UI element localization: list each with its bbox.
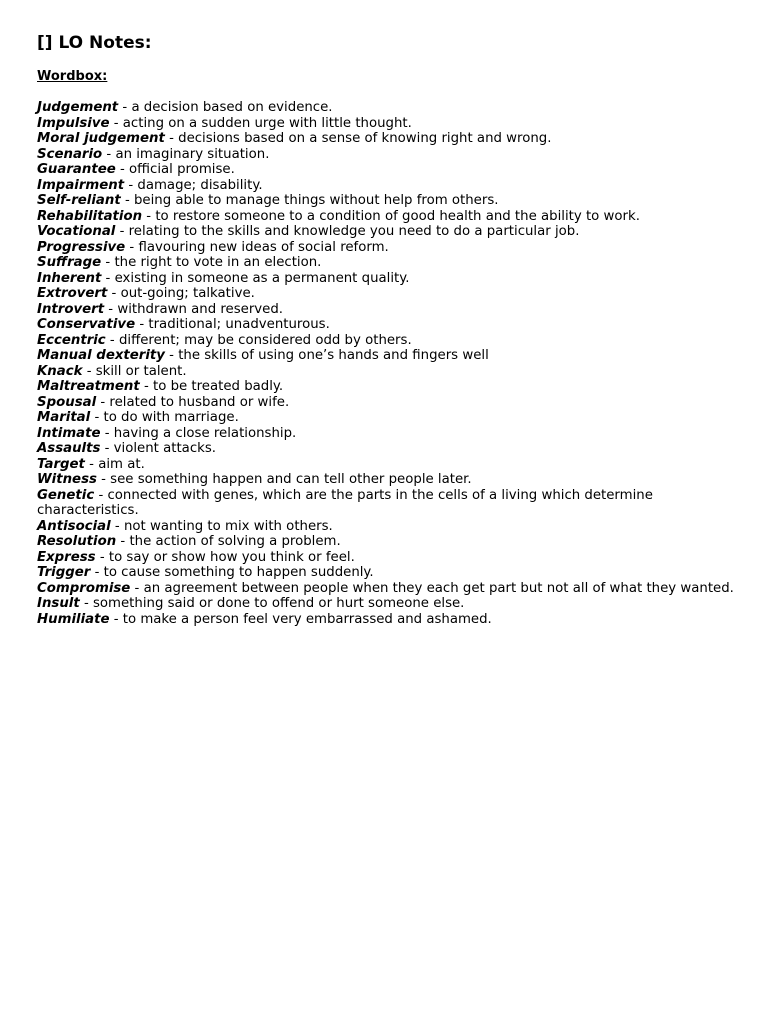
wordbox-entry	[37, 255, 737, 271]
wordbox-entry	[37, 178, 737, 194]
entry-term: Humiliate	[37, 611, 110, 627]
entry-term: Compromise	[37, 580, 131, 596]
entry-separator: -	[84, 456, 99, 472]
entry-definition: decisions based on a sense of knowing right and wrong.	[178, 131, 552, 146]
entry-term: Insult	[37, 596, 80, 611]
entry-definition: the action of solving a problem.	[129, 534, 341, 549]
wordbox-entry	[37, 209, 737, 225]
entry-definition: flavouring new ideas of social reform.	[138, 239, 389, 255]
entry-term: Resolution	[37, 534, 117, 549]
page-title: [] LO Notes:	[37, 33, 152, 53]
entry-definition: to do with marriage.	[103, 410, 239, 425]
entry-separator: -	[100, 425, 114, 441]
entry-definition: the skills of using one’s hands and fingers well	[178, 348, 489, 363]
wordbox-entry	[37, 162, 737, 178]
entry-separator: -	[102, 146, 116, 162]
entry-term: Moral judgement	[37, 131, 165, 146]
entry-separator: -	[135, 317, 149, 332]
entry-definition: to make a person feel very embarrassed and ashamed.	[122, 611, 492, 627]
entry-definition: something said or done to offend or hurt someone else.	[92, 596, 465, 611]
wordbox-entry	[37, 581, 737, 597]
wordbox-entry	[37, 612, 737, 628]
entry-definition: out-going; talkative.	[120, 286, 255, 301]
entry-term: Manual dexterity	[37, 348, 165, 363]
entry-definition: official promise.	[129, 162, 235, 177]
entry-separator: -	[101, 255, 115, 270]
entry-definition: related to husband or wife.	[109, 394, 290, 410]
wordbox-entry	[37, 240, 737, 256]
entry-definition: not wanting to mix with others.	[123, 518, 333, 534]
entry-separator: -	[115, 162, 130, 177]
entry-separator: -	[105, 332, 119, 348]
entry-separator: -	[95, 549, 109, 565]
entry-term: Genetic	[37, 487, 95, 503]
wordbox-entry	[37, 596, 737, 612]
wordbox-entry	[37, 100, 737, 116]
entry-separator: -	[110, 518, 124, 534]
entry-separator: -	[96, 394, 110, 410]
entry-term: Knack	[37, 363, 83, 379]
wordbox-entry	[37, 426, 737, 442]
entry-definition: traditional; unadventurous.	[148, 317, 330, 332]
entry-definition: violent attacks.	[113, 441, 216, 456]
entry-term: Scenario	[37, 146, 103, 162]
entry-separator: -	[79, 596, 93, 611]
entry-separator: -	[109, 611, 123, 627]
entry-term: Antisocial	[37, 518, 111, 534]
entry-separator: -	[116, 534, 130, 549]
entry-separator: -	[115, 224, 129, 239]
entry-separator: -	[164, 348, 179, 363]
entry-term: Introvert	[37, 301, 105, 317]
wordbox-entry	[37, 410, 737, 426]
wordbox-entry	[37, 317, 737, 333]
wordbox-entry	[37, 116, 737, 132]
entry-term: Assaults	[37, 441, 101, 456]
entry-definition: being able to manage things without help from others.	[133, 193, 499, 208]
entry-definition: acting on a sudden urge with little thought.	[122, 115, 412, 131]
entry-definition: to restore someone to a condition of good health and the ability to work.	[155, 208, 640, 224]
entry-term: Impulsive	[37, 115, 110, 131]
entry-definition: aim at.	[98, 456, 145, 472]
wordbox-entry	[37, 286, 737, 302]
wordbox-entry	[37, 302, 737, 318]
entry-term: Vocational	[37, 224, 116, 239]
entry-separator: -	[94, 487, 108, 503]
entry-term: Conservative	[37, 317, 136, 332]
entry-definition: see something happen and can tell other people later.	[110, 472, 472, 487]
entry-term: Extrovert	[37, 286, 108, 301]
entry-definition: different; may be considered odd by others.	[118, 332, 412, 348]
entry-separator: -	[142, 208, 156, 224]
entry-term: Suffrage	[37, 255, 102, 270]
entry-separator: -	[130, 580, 144, 596]
entry-definition: withdrawn and reserved.	[117, 301, 284, 317]
entry-separator: -	[120, 193, 134, 208]
entry-separator: -	[124, 177, 138, 193]
wordbox-entry	[37, 379, 737, 395]
entry-term: Intimate	[37, 425, 101, 441]
entry-separator: -	[118, 100, 132, 115]
wordbox-entry	[37, 441, 737, 457]
wordbox-entry	[37, 333, 737, 349]
entry-term: Spousal	[37, 394, 97, 410]
entry-term: Progressive	[37, 239, 126, 255]
entry-definition: existing in someone as a permanent quality.	[114, 270, 410, 286]
entry-term: Express	[37, 549, 96, 565]
entry-separator: -	[82, 363, 96, 379]
wordbox-entry	[37, 224, 737, 240]
wordbox-list	[37, 100, 737, 627]
entry-separator: -	[101, 270, 115, 286]
entry-term: Witness	[37, 472, 97, 487]
entry-term: Impairment	[37, 177, 125, 193]
entry-definition: the right to vote in an election.	[114, 255, 322, 270]
wordbox-entry	[37, 565, 737, 581]
entry-term: Marital	[37, 410, 91, 425]
entry-definition: damage; disability.	[137, 177, 263, 193]
entry-separator: -	[104, 301, 118, 317]
entry-separator: -	[139, 379, 153, 394]
entry-term: Guarantee	[37, 162, 116, 177]
wordbox-entry	[37, 488, 737, 519]
entry-definition: relating to the skills and knowledge you need to do a particular job.	[128, 224, 580, 239]
entry-term: Inherent	[37, 270, 102, 286]
entry-definition: connected with genes, which are the parts in the cells of a living which determine characteristics.	[37, 487, 653, 518]
wordbox-entry	[37, 131, 737, 147]
entry-definition: to say or show how you think or feel.	[108, 549, 355, 565]
entry-separator: -	[96, 472, 111, 487]
entry-definition: a decision based on evidence.	[131, 100, 333, 115]
wordbox-entry	[37, 271, 737, 287]
wordbox-entry	[37, 550, 737, 566]
entry-separator: -	[100, 441, 114, 456]
entry-separator: -	[164, 131, 179, 146]
entry-term: Self-reliant	[37, 193, 121, 208]
entry-definition: skill or talent.	[95, 363, 187, 379]
entry-separator: -	[90, 410, 104, 425]
entry-separator: -	[109, 115, 123, 131]
entry-definition: an agreement between people when they each get part but not all of what they wanted.	[143, 580, 734, 596]
entry-term: Maltreatment	[37, 379, 140, 394]
entry-term: Eccentric	[37, 332, 106, 348]
wordbox-entry	[37, 519, 737, 535]
wordbox-entry	[37, 364, 737, 380]
wordbox-entry	[37, 193, 737, 209]
entry-term: Judgement	[37, 100, 119, 115]
wordbox-entry	[37, 457, 737, 473]
entry-term: Rehabilitation	[37, 208, 143, 224]
wordbox-entry	[37, 147, 737, 163]
entry-definition: to cause something to happen suddenly.	[103, 565, 374, 580]
entry-separator: -	[125, 239, 139, 255]
entry-definition: to be treated badly.	[153, 379, 284, 394]
entry-term: Trigger	[37, 565, 91, 580]
entry-definition: an imaginary situation.	[115, 146, 270, 162]
entry-definition: having a close relationship.	[113, 425, 297, 441]
wordbox-heading: Wordbox:	[37, 69, 108, 84]
wordbox-entry	[37, 348, 737, 364]
entry-separator: -	[90, 565, 104, 580]
wordbox-entry	[37, 395, 737, 411]
wordbox-entry	[37, 472, 737, 488]
document-page	[37, 32, 737, 627]
wordbox-entry	[37, 534, 737, 550]
entry-separator: -	[107, 286, 121, 301]
entry-term: Target	[37, 456, 85, 472]
